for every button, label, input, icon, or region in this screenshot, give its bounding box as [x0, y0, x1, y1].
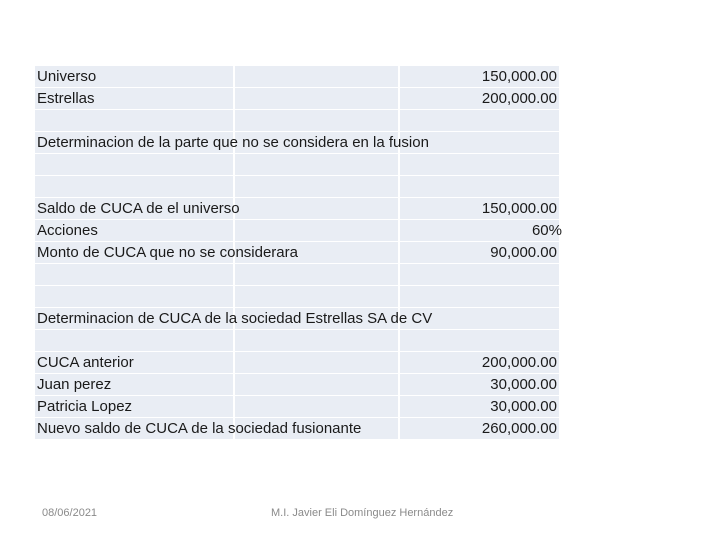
row-label-acciones: Acciones	[37, 222, 98, 239]
cell[interactable]	[35, 396, 233, 417]
cell[interactable]	[235, 330, 398, 351]
row-label-cuca-anterior: CUCA anterior	[37, 354, 134, 371]
table-row	[35, 110, 559, 131]
value-juan: 30,000.00	[490, 376, 557, 393]
cell[interactable]	[400, 176, 559, 197]
cell[interactable]	[35, 88, 233, 109]
cell[interactable]	[235, 264, 398, 285]
table-row	[35, 242, 559, 263]
cell[interactable]	[235, 88, 398, 109]
cell[interactable]	[35, 286, 233, 307]
cell[interactable]	[35, 176, 233, 197]
table-row	[35, 176, 559, 197]
value-estrellas: 200,000.00	[481, 90, 557, 107]
table-row	[35, 154, 559, 175]
cell[interactable]	[235, 176, 398, 197]
cell[interactable]	[35, 220, 233, 241]
cell[interactable]	[35, 308, 433, 329]
cell[interactable]	[400, 110, 559, 131]
cell[interactable]	[235, 198, 398, 219]
cell[interactable]	[235, 110, 398, 131]
cell[interactable]	[235, 396, 398, 417]
spreadsheet-table	[35, 66, 562, 440]
row-label-monto: Monto de CUCA que no se considerara	[37, 244, 298, 261]
row-label-patricia: Patricia Lopez	[37, 398, 133, 415]
cell[interactable]	[400, 374, 559, 395]
table-row	[35, 308, 559, 329]
footer-author: M.I. Javier Eli Domínguez Hernández	[271, 507, 454, 519]
table-row	[35, 286, 559, 307]
table-row	[35, 220, 562, 241]
cell[interactable]	[400, 352, 559, 373]
section-heading-non-considered: Determinacion de la parte que no se considera en la fusion	[37, 134, 429, 151]
cell[interactable]	[235, 154, 398, 175]
cell[interactable]	[400, 66, 559, 87]
cell[interactable]	[35, 264, 233, 285]
table-row	[35, 264, 559, 285]
cell[interactable]	[235, 220, 398, 241]
cell[interactable]	[35, 330, 233, 351]
cell[interactable]	[35, 132, 429, 153]
table-row	[35, 330, 559, 351]
cell[interactable]	[400, 88, 559, 109]
cell[interactable]	[235, 352, 398, 373]
value-monto: 90,000.00	[490, 244, 557, 261]
cell[interactable]	[35, 374, 233, 395]
row-label-universo: Universo	[37, 68, 97, 85]
cell[interactable]	[400, 220, 562, 241]
cell[interactable]	[235, 286, 398, 307]
cell[interactable]	[400, 396, 559, 417]
value-cuca-anterior: 200,000.00	[481, 354, 557, 371]
table-row	[35, 418, 559, 439]
cell[interactable]	[400, 330, 559, 351]
cell[interactable]	[400, 242, 559, 263]
cell[interactable]	[400, 264, 559, 285]
table-row	[35, 198, 559, 219]
cell[interactable]	[35, 418, 362, 439]
cell[interactable]	[400, 418, 559, 439]
table-row	[35, 396, 559, 417]
cell[interactable]	[400, 198, 559, 219]
cell[interactable]	[235, 66, 398, 87]
cell[interactable]	[35, 110, 233, 131]
table-row	[35, 88, 559, 109]
footer-date: 08/06/2021	[42, 507, 98, 519]
cell[interactable]	[35, 198, 240, 219]
cell[interactable]	[235, 374, 398, 395]
value-acciones: 60%	[531, 222, 562, 239]
row-label-juan: Juan perez	[37, 376, 112, 393]
row-label-saldo: Saldo de CUCA de el universo	[37, 200, 240, 217]
table-row	[35, 132, 559, 153]
cell[interactable]	[35, 154, 233, 175]
table-row	[35, 374, 559, 395]
table-row	[35, 352, 559, 373]
section-heading-estrellas-cuca: Determinacion de CUCA de la sociedad Estrellas SA de CV	[37, 310, 433, 327]
value-universo: 150,000.00	[481, 68, 557, 85]
cell[interactable]	[35, 352, 233, 373]
value-saldo: 150,000.00	[481, 200, 557, 217]
cell[interactable]	[35, 242, 298, 263]
value-patricia: 30,000.00	[490, 398, 557, 415]
table-row	[35, 66, 559, 87]
row-label-estrellas: Estrellas	[37, 90, 95, 107]
row-label-nuevo-saldo: Nuevo saldo de CUCA de la sociedad fusionante	[37, 420, 362, 437]
cell[interactable]	[400, 286, 559, 307]
cell[interactable]	[400, 154, 559, 175]
value-nuevo-saldo: 260,000.00	[481, 420, 557, 437]
cell[interactable]	[35, 66, 233, 87]
